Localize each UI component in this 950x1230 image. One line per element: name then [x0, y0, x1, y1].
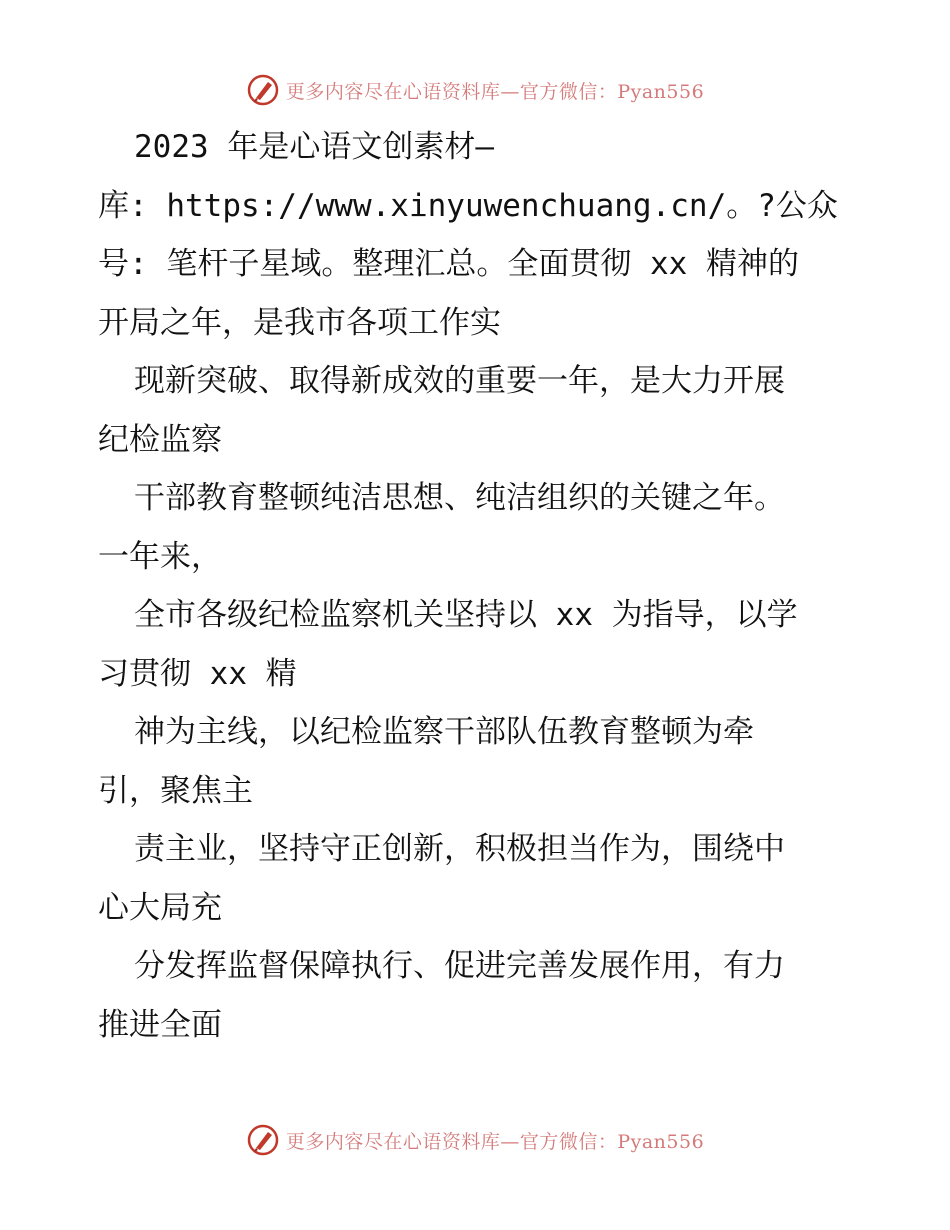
- pen-logo-icon: [246, 1123, 280, 1157]
- body-line: 库: https://www.xinyuwenchuang.cn/。?公众: [98, 187, 838, 224]
- body-line: 分发挥监督保障执行、促进完善发展作用，有力: [134, 948, 785, 984]
- body-line: 心大局充: [98, 889, 222, 926]
- body-line: 引，聚焦主: [98, 772, 253, 809]
- body-line: 2023 年是心语文创素材—: [134, 129, 494, 165]
- body-line: 责主业，坚持守正创新，积极担当作为，围绕中: [134, 831, 785, 867]
- body-line: 干部教育整顿纯洁思想、纯洁组织的关键之年。: [134, 480, 785, 516]
- body-line: 习贯彻 xx 精: [98, 655, 297, 692]
- body-line: 全市各级纪检监察机关坚持以 xx 为指导，以学: [134, 597, 798, 633]
- body-line: 纪检监察: [98, 421, 222, 458]
- body-line: 神为主线，以纪检监察干部队伍教育整顿为牵: [134, 714, 754, 750]
- pen-logo-icon: [246, 73, 280, 107]
- body-line: 号: 笔杆子星域。整理汇总。全面贯彻 xx 精神的: [98, 246, 799, 282]
- watermark-footer: [0, 1120, 950, 1160]
- body-line: 推进全面: [98, 1006, 222, 1043]
- document-body: [98, 124, 858, 1060]
- body-line: 一年来，: [98, 538, 222, 575]
- watermark-text: 更多内容尽在心语资料库—官方微信：Pyan556: [285, 80, 705, 103]
- body-line: 现新突破、取得新成效的重要一年，是大力开展: [134, 363, 785, 399]
- body-line: 开局之年，是我市各项工作实: [98, 304, 501, 341]
- watermark-text: 更多内容尽在心语资料库—官方微信：Pyan556: [285, 1130, 705, 1153]
- watermark-header: [0, 70, 950, 110]
